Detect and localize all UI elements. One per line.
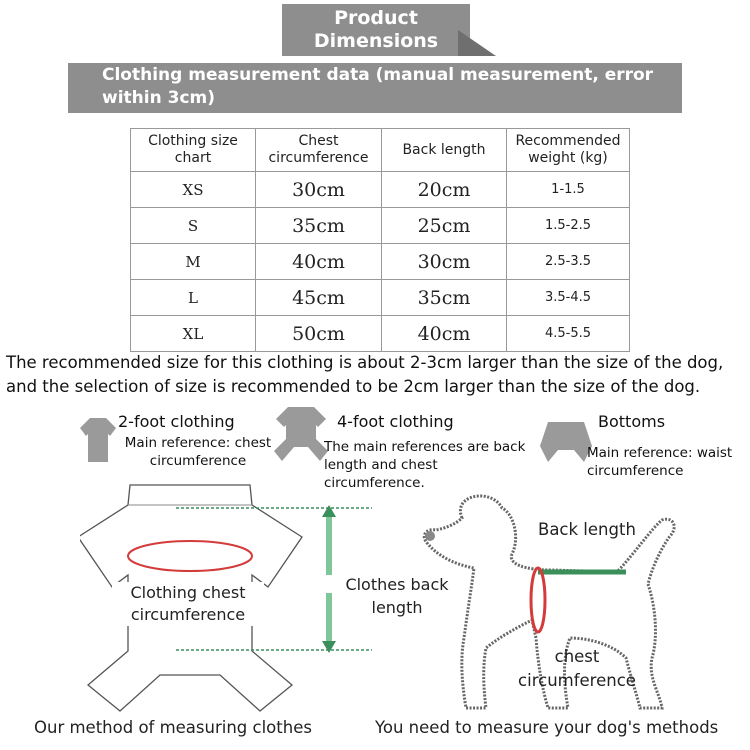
cell-weight: 3.5-4.5	[507, 280, 630, 316]
cell-back: 35cm	[382, 280, 507, 316]
cell-weight: 4.5-5.5	[507, 316, 630, 352]
title-line-1: Product	[334, 7, 418, 29]
clothes-back-label: Clothes back length	[333, 573, 461, 619]
four-foot-title: 4-foot clothing	[337, 412, 454, 431]
cell-weight: 2.5-3.5	[507, 244, 630, 280]
cell-size: XL	[131, 316, 256, 352]
clothes-caption: Our method of measuring clothes	[34, 718, 312, 737]
table-header-row	[131, 129, 630, 172]
bottoms-title: Bottoms	[598, 412, 666, 431]
cell-back: 20cm	[382, 172, 507, 208]
cell-size: S	[131, 208, 256, 244]
cell-chest: 50cm	[256, 316, 382, 352]
cell-weight: 1.5-2.5	[507, 208, 630, 244]
two-foot-desc: Main reference: chest circumference	[124, 435, 272, 469]
title-banner-fold	[458, 30, 496, 56]
header-weight: Recommended weight (kg)	[507, 129, 630, 172]
cell-size: M	[131, 244, 256, 280]
arrow-up-icon	[322, 505, 336, 517]
table-row	[131, 172, 630, 208]
cell-chest: 30cm	[256, 172, 382, 208]
dog-caption: You need to measure your dog's methods	[375, 718, 719, 737]
arrow-down-icon	[322, 641, 336, 653]
cell-chest: 35cm	[256, 208, 382, 244]
four-foot-desc: The main references are back length and chest circumference.	[324, 439, 526, 491]
subtitle-text: Clothing measurement data (manual measurement, error within 3cm)	[102, 65, 654, 108]
clothing-chest-label: Clothing chest circumference	[112, 582, 264, 626]
header-back: Back length	[382, 129, 507, 172]
size-table	[130, 128, 630, 352]
subtitle-banner	[68, 63, 682, 113]
cell-size: XS	[131, 172, 256, 208]
two-foot-title: 2-foot clothing	[118, 412, 235, 431]
size-recommendation-note: The recommended size for this clothing is about 2-3cm larger than the size of the dog, and the selection of size is recommended to be 2cm larger than the size of the dog.	[6, 353, 724, 396]
table-row	[131, 280, 630, 316]
dog-chest-label: chest circumference	[518, 647, 636, 690]
cell-size: L	[131, 280, 256, 316]
dog-nose-icon	[425, 531, 435, 541]
cell-back: 40cm	[382, 316, 507, 352]
cell-back: 30cm	[382, 244, 507, 280]
cell-chest: 40cm	[256, 244, 382, 280]
title-banner	[282, 4, 470, 56]
four-foot-clothing-icon	[272, 405, 330, 463]
header-chest: Chest circumference	[256, 129, 382, 172]
dog-chest-ring	[531, 568, 545, 632]
table-row	[131, 316, 630, 352]
header-size: Clothing size chart	[131, 129, 256, 172]
bottoms-icon	[538, 420, 594, 464]
table-row	[131, 208, 630, 244]
cell-weight: 1-1.5	[507, 172, 630, 208]
bottoms-desc: Main reference: waist circumference	[587, 445, 733, 479]
two-foot-clothing-icon	[78, 416, 118, 464]
title-line-2: Dimensions	[313, 30, 439, 52]
cell-chest: 45cm	[256, 280, 382, 316]
cell-back: 25cm	[382, 208, 507, 244]
dog-back-length-label: Back length	[538, 520, 636, 539]
table-row	[131, 244, 630, 280]
